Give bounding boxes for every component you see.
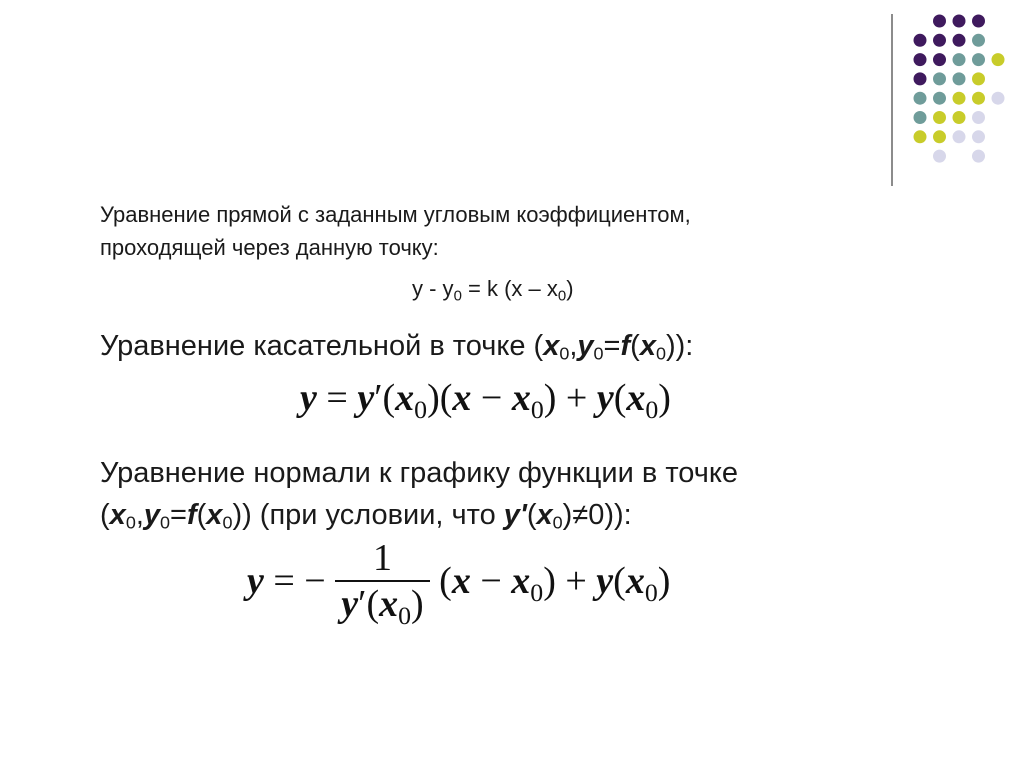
nf-y: y xyxy=(341,582,359,625)
decorative-dot xyxy=(933,130,946,143)
nf-paren: ( xyxy=(613,560,626,602)
f-prime: ′( xyxy=(374,377,396,419)
line-equation-intro xyxy=(100,198,691,264)
n-x2: x xyxy=(206,499,223,531)
n-neq: )≠0)): xyxy=(562,499,632,531)
tangent-paren: ( xyxy=(630,330,640,362)
nf-paren: ) xyxy=(411,582,424,625)
decorative-dot xyxy=(992,92,1005,105)
decorative-dot xyxy=(972,72,985,85)
decorative-dot xyxy=(953,34,966,47)
nf-minus: − xyxy=(470,560,512,602)
tangent-f: f xyxy=(620,330,631,362)
n-paren: ( xyxy=(196,499,207,531)
nf-y: y xyxy=(596,560,614,602)
f-sub: 0 xyxy=(414,394,428,424)
normal-heading xyxy=(100,452,738,543)
decorative-dot xyxy=(992,53,1005,66)
n-sub: 0 xyxy=(125,512,136,533)
tangent-eq: = xyxy=(603,330,621,362)
n-paren: ( xyxy=(100,499,110,531)
nf-x: x xyxy=(451,560,471,602)
decorative-dot xyxy=(914,72,927,85)
decorative-dot xyxy=(972,92,985,105)
n-sub: 0 xyxy=(552,512,563,533)
decorative-dot xyxy=(972,130,985,143)
nf-eq: = − xyxy=(263,560,336,602)
decorative-dot xyxy=(953,15,966,28)
decorative-dot xyxy=(972,150,985,163)
n-x3: x xyxy=(536,499,553,531)
decorative-dot xyxy=(914,111,927,124)
f-x: x xyxy=(626,377,646,419)
nf-prime: ′( xyxy=(358,582,380,625)
decorative-dot xyxy=(972,34,985,47)
nf-sub: 0 xyxy=(644,577,658,607)
n-paren: ( xyxy=(526,499,537,531)
normal-formula xyxy=(247,538,670,631)
eq1-part: = k (x – x xyxy=(461,276,558,301)
decorative-dot xyxy=(972,111,985,124)
eq1-part: y - y xyxy=(412,276,454,301)
tangent-sub: 0 xyxy=(655,343,666,364)
intro-line-2: проходящей через данную точку: xyxy=(100,235,439,260)
decorative-dot xyxy=(914,53,927,66)
nf-denominator xyxy=(335,582,429,631)
tangent-heading xyxy=(100,330,693,364)
n-comma: , xyxy=(135,499,144,531)
nf-fraction xyxy=(335,538,429,631)
decorative-dot xyxy=(953,130,966,143)
n-yprime: y' xyxy=(503,499,527,531)
f-paren: ) xyxy=(658,377,671,419)
n-y: y xyxy=(143,499,161,531)
eq1-sub: 0 xyxy=(557,287,567,305)
f-plus: ) + xyxy=(543,377,597,419)
decorative-dot xyxy=(914,92,927,105)
nf-x: x xyxy=(379,582,399,625)
tangent-label: Уравнение касательной в точке ( xyxy=(100,330,544,362)
normal-line-1: Уравнение нормали к графику функции в точке xyxy=(100,457,739,489)
decorative-dot xyxy=(933,111,946,124)
n-sub: 0 xyxy=(222,512,233,533)
n-f: f xyxy=(186,499,197,531)
nf-sub: 0 xyxy=(530,577,544,607)
point-slope-equation xyxy=(412,276,574,304)
tangent-x2: x xyxy=(639,330,656,362)
decorative-dot xyxy=(972,53,985,66)
intro-line-1: Уравнение прямой с заданным угловым коэффициентом, xyxy=(100,202,691,227)
nf-x: x xyxy=(625,560,645,602)
vertical-divider xyxy=(891,14,893,186)
decorative-dot xyxy=(953,92,966,105)
decorative-dot xyxy=(933,15,946,28)
f-y: y xyxy=(596,377,614,419)
tangent-close: )): xyxy=(665,330,694,362)
f-sub: 0 xyxy=(530,394,544,424)
tangent-comma: , xyxy=(569,330,578,362)
f-paren: )( xyxy=(427,377,453,419)
tangent-formula xyxy=(300,376,671,425)
f-x: x xyxy=(395,377,415,419)
f-x: x xyxy=(452,377,472,419)
n-x: x xyxy=(109,499,126,531)
decorative-dot xyxy=(914,34,927,47)
decorative-dot xyxy=(933,72,946,85)
tangent-sub: 0 xyxy=(593,343,604,364)
f-y: y xyxy=(357,377,375,419)
n-sub: 0 xyxy=(160,512,171,533)
nf-y: y xyxy=(247,560,264,602)
decorative-dot-grid xyxy=(0,0,1024,205)
tangent-y: y xyxy=(577,330,594,362)
f-sub: 0 xyxy=(645,394,659,424)
n-mid: )) (при условии, что xyxy=(232,499,504,531)
f-eq: = xyxy=(316,377,358,419)
eq1-sub: 0 xyxy=(453,287,462,305)
nf-x: x xyxy=(511,560,531,602)
nf-sub: 0 xyxy=(398,600,412,630)
f-x: x xyxy=(511,377,531,419)
decorative-dot xyxy=(933,150,946,163)
normal-line-2 xyxy=(100,494,738,543)
decorative-dot xyxy=(933,53,946,66)
n-eq: = xyxy=(170,499,187,531)
decorative-dot xyxy=(914,130,927,143)
nf-paren: ) xyxy=(657,560,671,602)
eq1-part: ) xyxy=(566,276,574,301)
nf-paren: ( xyxy=(429,560,452,602)
tangent-sub: 0 xyxy=(559,343,570,364)
decorative-dot xyxy=(953,111,966,124)
decorative-dot xyxy=(972,15,985,28)
f-minus: − xyxy=(471,377,512,419)
decorative-dot xyxy=(953,53,966,66)
f-paren: ( xyxy=(613,377,627,419)
decorative-dot xyxy=(953,72,966,85)
dot-grid-svg xyxy=(0,0,1024,200)
tangent-x: x xyxy=(543,330,560,362)
decorative-dot xyxy=(933,34,946,47)
f-y: y xyxy=(300,377,317,419)
decorative-dot xyxy=(933,92,946,105)
nf-plus: ) + xyxy=(543,560,597,602)
nf-numerator: 1 xyxy=(335,538,429,582)
